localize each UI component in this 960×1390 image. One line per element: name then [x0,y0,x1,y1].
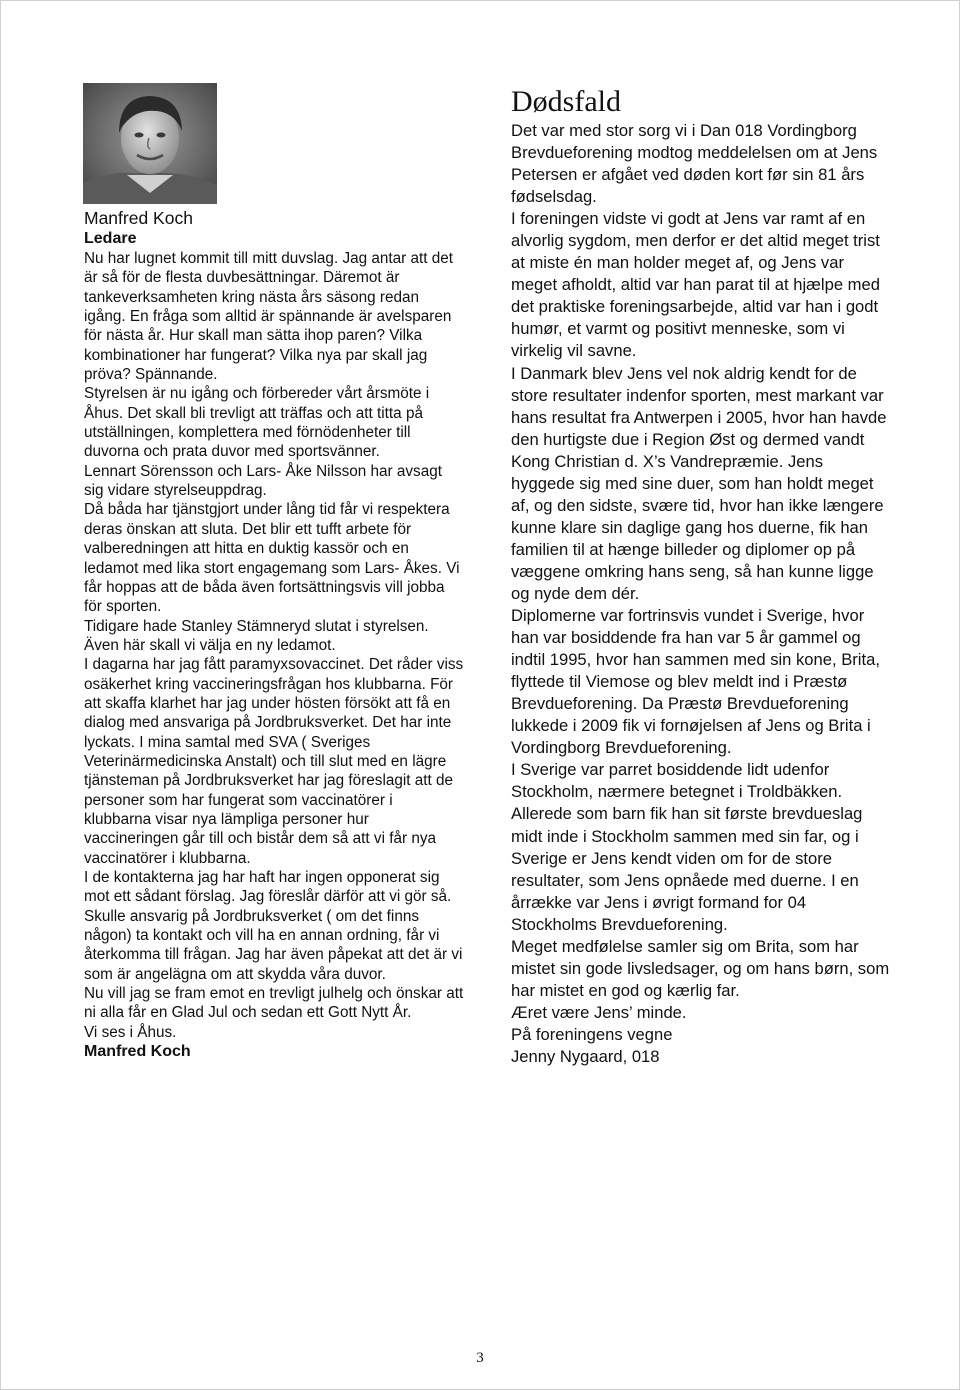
obituary-column [511,84,891,1068]
obituary-body [511,120,891,1068]
obituary-paragraph: Æret være Jens’ minde. [511,1002,687,1022]
author-name: Manfred Koch [84,208,193,228]
editorial-paragraph: Tidigare hade Stanley Stämneryd slutat i styrelsen. Även här skall vi välja en ny ledamot. [84,617,429,654]
editorial-paragraph: Styrelsen är nu igång och förbereder vårt årsmöte i Åhus. Det skall bli trevligt att träffas och att titta på utställningen, komplettera med förnödenheter till duvorna och prata duvor med sportsvänner. [84,385,430,461]
obituary-paragraph: I Sverige var parret bosiddende lidt udenfor Stockholm, nærmere betegnet i Troldbäkken. Allerede som barn fik han sit første brevdueslag midt inde i Stockholm sammen med sin far, og i Sverige er Jens kendt viden om for de store resultater, som Jens opnåede med duerne. I en årrække var Jens i øvrigt formand for 04 Stockholms Brevdueforening. [511,760,863,934]
author-portrait-photo [83,83,217,204]
obituary-signature: Jenny Nygaard, 018 [511,1046,660,1066]
obituary-paragraph: På foreningens vegne [511,1024,673,1044]
obituary-paragraph: I foreningen vidste vi godt at Jens var ramt af en alvorlig sygdom, men derfor er det altid meget trist at miste én man holder meget af, og Jens var meget afholdt, altid var han parat til at hjælpe med det praktiske foreningsarbejde, altid var han i godt humør, et varmt og positivt menneske, som vi virkelig vil savne. [511,209,880,361]
editorial-paragraph: I dagarna har jag fått paramyxsovaccinet. Det råder viss osäkerhet kring vaccineringsfrågan hos klubbarna. För att skaffa klarhet har jag under hösten försökt att få en dialog med ansvariga på Jordbruksverket. Det har inte lyckats. I mina samtal med SVA ( Sveriges Veterinärmedicinska Anstalt) och till slut med en lägre tjänsteman på Jordbruksverket har jag föreslagit att de personer som har fungerat som vaccinatörer i klubbarna visar nya lämpliga personer hur vaccineringen går till och bistår dem så att vi får nya vaccinatörer i klubbarna. [84,656,464,867]
editorial-paragraph: Nu har lugnet kommit till mitt duvslag. Jag antar att det är så för de flesta duvbesättningar. Däremot är tankeverksamheten kring nästa års säsong redan igång. En fråga som alltid är spännande är avelsparen för nästa år. Hur skall man sätta ihop paren? Vilka kombinationer har fungerat? Vilka nya par skall jag pröva? Spännande. [84,250,453,384]
editorial-body [84,249,464,1042]
obituary-paragraph: Meget medfølelse samler sig om Brita, som har mistet sin gode livsledsager, og om hans børn, som har mistet en god og kærlig far. [511,936,890,1000]
editorial-paragraph: Vi ses i Åhus. [84,1023,177,1041]
author-role: Ledare [84,230,137,247]
editorial-paragraph: Då båda har tjänstgjort under lång tid får vi respektera deras önskan att sluta. Det blir ett tufft arbete för valberedningen att hitta en duktig kassör och en ledamot med lika stort engagemang som Lars- Åkes. Vi får hoppas att de båda även fortsättningsvis vill jobba för sporten. [84,501,460,616]
obituary-title: Dødsfald [511,85,621,118]
editorial-paragraph: Lennart Sörensson och Lars- Åke Nilsson har avsagt sig vidare styrelseuppdrag. [84,462,442,500]
obituary-paragraph: I Danmark blev Jens vel nok aldrig kendt for de store resultater indenfor sporten, mest markant var hans resultat fra Antwerpen i 2005, hvor han havde den hurtigste due i Region Øst og dermed vandt Kong Christian d. X’s Vandrepræmie. Jens hyggede sig med sine duer, som han holdt meget af, og den sidste, svære tid, hvor han ikke længere kunne klare sin daglige gang hos duerne, fik han familien til at hænge billeder og diplomer op på væggene omkring hans seng, så han kunne ligge og nyde dem dér. [511,363,887,603]
editorial-paragraph: Nu vill jag se fram emot en trevligt julhelg och önskar att ni alla får en Glad Jul och sedan ett Gott Nytt År. [84,985,464,1022]
obituary-paragraph: Diplomerne var fortrinsvis vundet i Sverige, hvor han var bosiddende fra han var 5 år gammel og indtil 1995, hvor han sammen med sin kone, Brita, flyttede til Viemose og blev meldt ind i Præstø Brevdueforening. Da Præstø Brevdueforening lukkede i 2009 fik vi fornøjelsen af Jens og Brita i Vordingborg Brevdueforening. [511,606,880,758]
editorial-signature: Manfred Koch [84,1043,191,1061]
page-number: 3 [476,1350,484,1366]
editorial-column [84,207,464,1062]
editorial-paragraph: I de kontakterna jag har haft har ingen opponerat sig mot ett sådant förslag. Jag föreslår därför att vi gör så. Skulle ansvarig på Jordbruksverket ( om det finns någon) ta kontakt och vill ha en annan ordning, får vi återkomma till frågan. Jag har även påpekat att det är vi som är angelägna om att skydda våra duvor. [84,869,463,983]
obituary-paragraph: Det var med stor sorg vi i Dan 018 Vordingborg Brevdueforening modtog meddelelsen om at Jens Petersen er afgået ved døden kort før sin 81 års fødselsdag. [511,121,878,207]
